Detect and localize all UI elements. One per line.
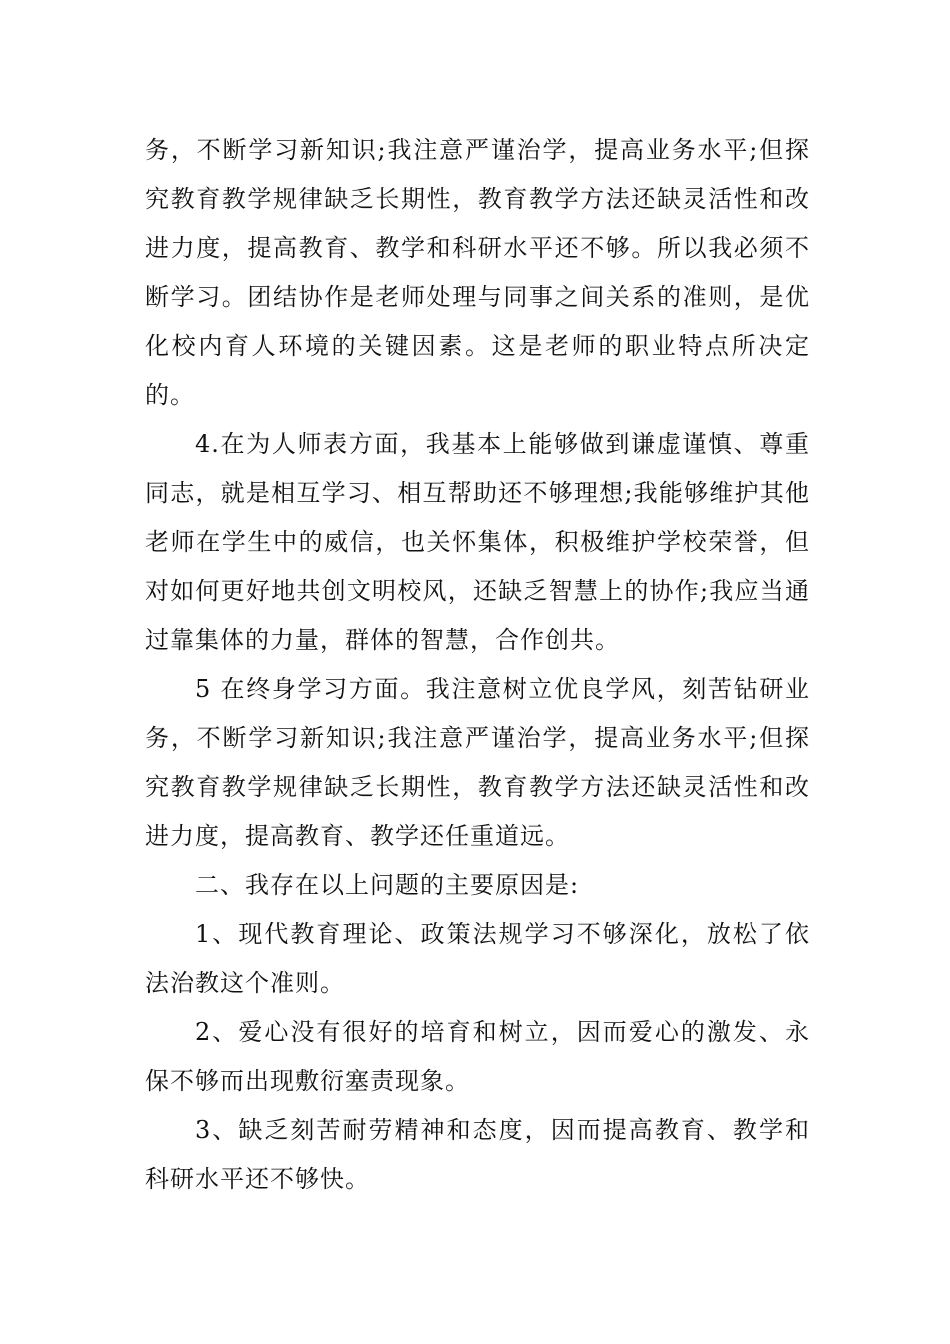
paragraph-7: 3、缺乏刻苦耐劳精神和态度，因而提高教育、教学和科研水平还不够快。: [145, 1116, 810, 1193]
paragraph-1: 务，不断学习新知识;我注意严谨治学，提高业务水平;但探究教育教学规律缺乏长期性，教育教学方法还缺灵活性和改进力度，提高教育、教学和科研水平还不够。所以我必须不断学习。团结协作是老师处理与同事之间关系的准则，是优化校内育人环境的关键因素。这是老师的职业特点所决定的。: [145, 136, 810, 409]
document-page: [145, 126, 810, 1204]
paragraph-3: 5 在终身学习方面。我注意树立优良学风，刻苦钻研业务，不断学习新知识;我注意严谨治学，提高业务水平;但探究教育教学规律缺乏长期性，教育教学方法还缺灵活性和改进力度，提高教育、教学还任重道远。: [145, 675, 810, 850]
paragraph-5: 1、现代教育理论、政策法规学习不够深化，放松了依法治教这个准则。: [145, 920, 810, 997]
paragraph-2: 4.在为人师表方面，我基本上能够做到谦虚谨慎、尊重同志，就是相互学习、相互帮助还不够理想;我能够维护其他老师在学生中的威信，也关怀集体，积极维护学校荣誉，但对如何更好地共创文明校风，还缺乏智慧上的协作;我应当通过靠集体的力量，群体的智慧，合作创共。: [145, 430, 810, 654]
paragraph-6: 2、爱心没有很好的培育和树立，因而爱心的激发、永保不够而出现敷衍塞责现象。: [145, 1018, 810, 1095]
paragraph-4: 二、我存在以上问题的主要原因是:: [195, 871, 580, 899]
